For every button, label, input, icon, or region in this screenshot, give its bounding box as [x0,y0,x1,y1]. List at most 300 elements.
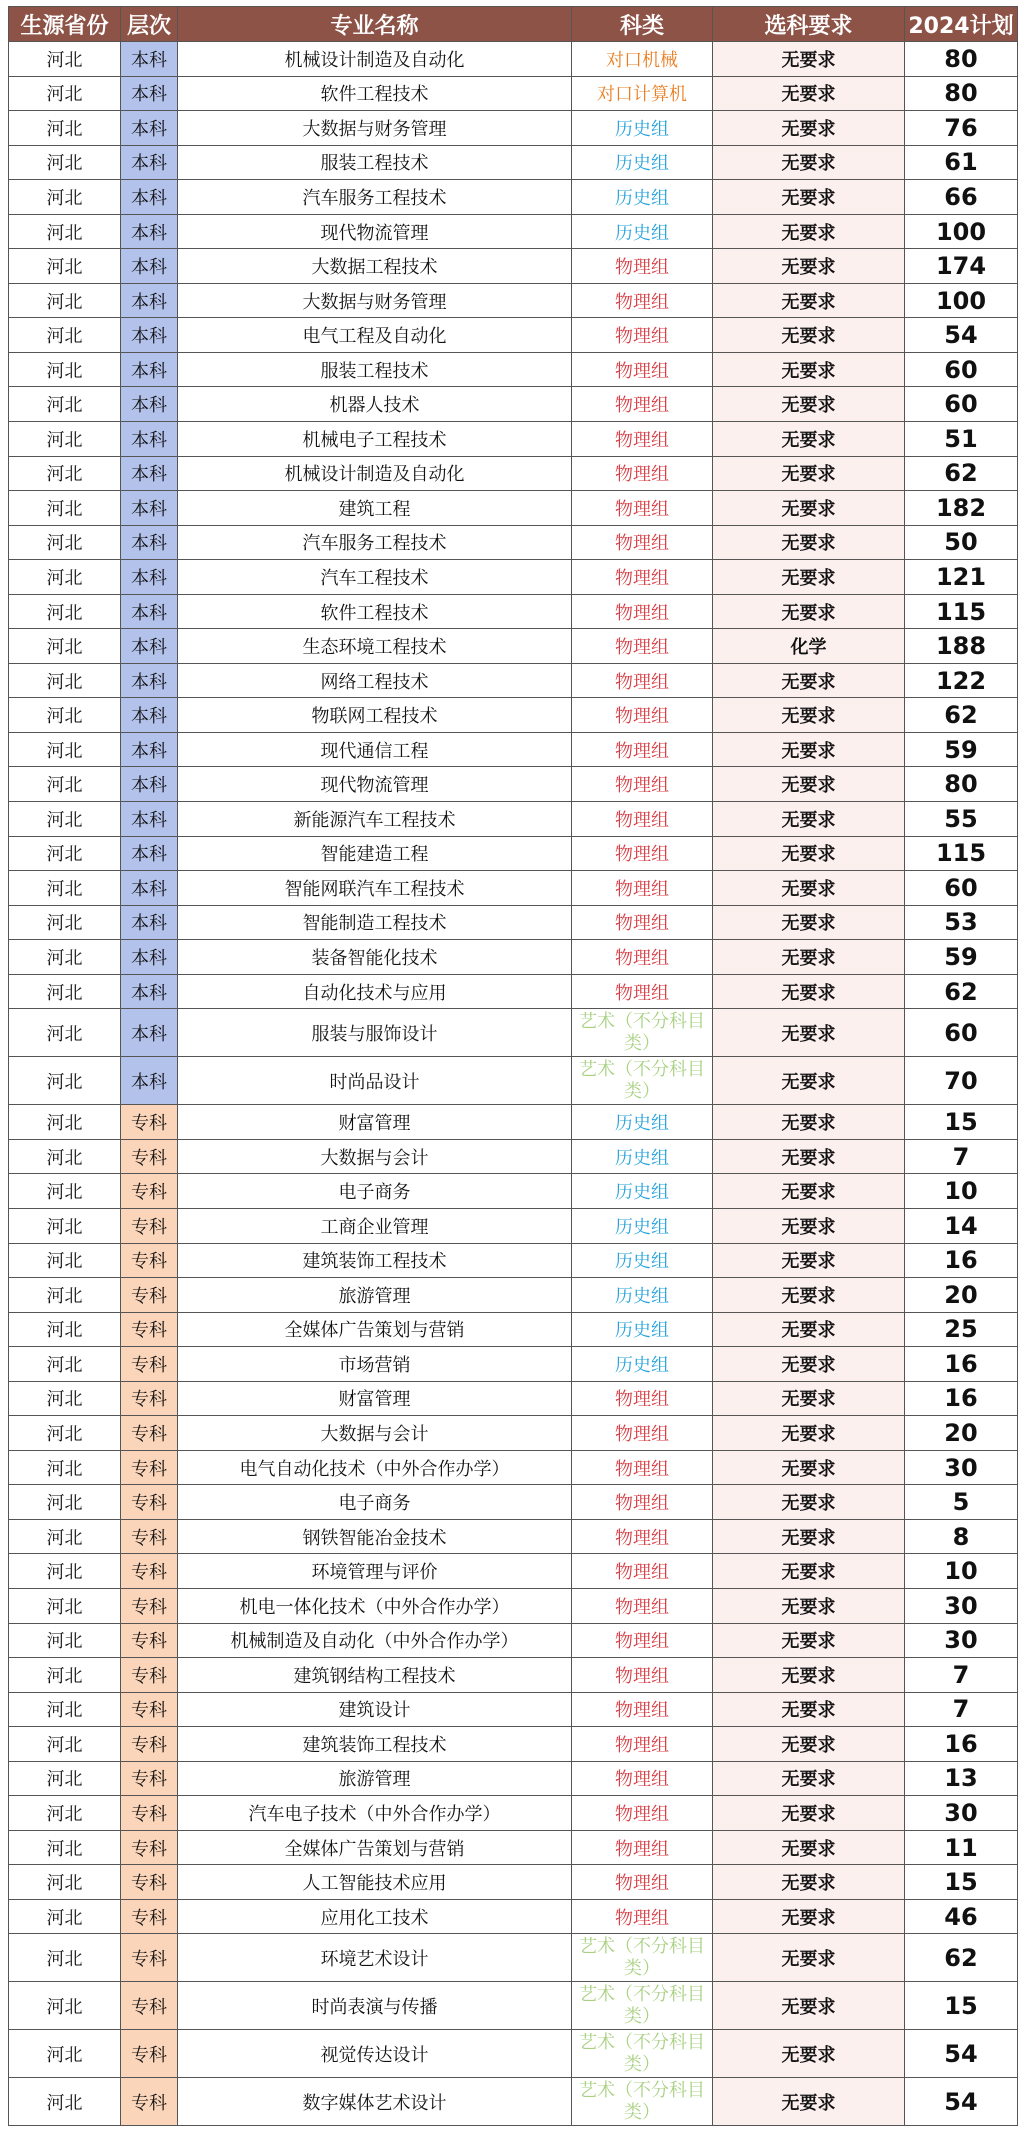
cell-province: 河北 [9,1588,121,1623]
cell-province: 河北 [9,802,121,837]
cell-major: 汽车服务工程技术 [178,180,572,215]
cell-major: 旅游管理 [178,1278,572,1313]
cell-category [572,836,713,871]
cell-category [572,1761,713,1796]
cell-major: 现代通信工程 [178,732,572,767]
cell-category [572,732,713,767]
cell-province: 河北 [9,1485,121,1520]
cell-plan: 15 [905,1105,1018,1140]
enrollment-plan-table [8,6,1018,2126]
cell-requirement: 无要求 [713,42,905,77]
cell-category [572,940,713,975]
category-label: 历史组 [615,118,669,140]
cell-requirement: 无要求 [713,940,905,975]
category-label: 物理组 [615,1527,669,1549]
category-label: 物理组 [615,775,669,797]
table-row [9,594,1018,629]
cell-requirement: 无要求 [713,732,905,767]
table-row [9,249,1018,284]
category-label: 物理组 [615,360,669,382]
category-label: 物理组 [615,602,669,624]
table-row [9,1519,1018,1554]
cell-category [572,525,713,560]
cell-major: 机械电子工程技术 [178,422,572,457]
cell-plan: 62 [905,974,1018,1009]
cell-major: 软件工程技术 [178,594,572,629]
cell-plan: 115 [905,594,1018,629]
cell-province: 河北 [9,249,121,284]
cell-plan: 30 [905,1450,1018,1485]
cell-province: 河北 [9,1761,121,1796]
table-row [9,42,1018,77]
cell-major: 全媒体广告策划与营销 [178,1312,572,1347]
header-major: 专业名称 [178,7,572,42]
cell-plan: 16 [905,1381,1018,1416]
cell-major: 财富管理 [178,1105,572,1140]
cell-plan: 20 [905,1416,1018,1451]
cell-level: 专科 [121,1658,178,1693]
cell-plan: 7 [905,1658,1018,1693]
cell-requirement: 无要求 [713,802,905,837]
cell-category [572,1554,713,1589]
table-row [9,871,1018,906]
cell-category [572,1865,713,1900]
cell-category [572,1416,713,1451]
cell-plan: 7 [905,1139,1018,1174]
cell-province: 河北 [9,732,121,767]
cell-plan: 5 [905,1485,1018,1520]
cell-plan: 70 [905,1057,1018,1105]
cell-level: 专科 [121,1105,178,1140]
cell-major: 财富管理 [178,1381,572,1416]
cell-province: 河北 [9,1554,121,1589]
cell-level: 本科 [121,974,178,1009]
cell-level: 专科 [121,1623,178,1658]
cell-plan: 8 [905,1519,1018,1554]
table-row [9,1243,1018,1278]
table-row [9,836,1018,871]
table-row [9,1761,1018,1796]
cell-level: 本科 [121,629,178,664]
cell-major: 应用化工技术 [178,1899,572,1934]
cell-category [572,2078,713,2126]
category-label: 历史组 [615,1147,669,1169]
cell-province: 河北 [9,1692,121,1727]
cell-level: 专科 [121,1381,178,1416]
table-row [9,1057,1018,1105]
header-category: 科类 [572,7,713,42]
cell-plan: 25 [905,1312,1018,1347]
cell-requirement: 无要求 [713,1899,905,1934]
cell-requirement: 无要求 [713,1416,905,1451]
cell-major: 汽车工程技术 [178,560,572,595]
cell-requirement: 无要求 [713,1057,905,1105]
cell-requirement: 无要求 [713,1139,905,1174]
cell-requirement: 无要求 [713,663,905,698]
cell-level: 本科 [121,905,178,940]
cell-province: 河北 [9,2078,121,2126]
cell-requirement: 无要求 [713,1009,905,1057]
cell-major: 现代物流管理 [178,214,572,249]
cell-major: 建筑装饰工程技术 [178,1243,572,1278]
category-label: 物理组 [615,1562,669,1584]
cell-level: 本科 [121,836,178,871]
cell-requirement: 无要求 [713,871,905,906]
category-label: 物理组 [615,1838,669,1860]
category-label: 物理组 [615,706,669,728]
cell-level: 本科 [121,422,178,457]
cell-level: 专科 [121,1416,178,1451]
cell-level: 专科 [121,1347,178,1382]
cell-major: 市场营销 [178,1347,572,1382]
cell-category [572,1727,713,1762]
table-row [9,767,1018,802]
cell-level: 专科 [121,1278,178,1313]
header-province: 生源省份 [9,7,121,42]
cell-category [572,352,713,387]
cell-level: 专科 [121,1796,178,1831]
cell-requirement: 无要求 [713,905,905,940]
cell-level: 专科 [121,1727,178,1762]
cell-province: 河北 [9,42,121,77]
cell-province: 河北 [9,1727,121,1762]
cell-plan: 80 [905,767,1018,802]
category-label: 历史组 [615,222,669,244]
cell-plan: 16 [905,1347,1018,1382]
category-label: 艺术（不分科目类） [579,1010,705,1054]
cell-level: 专科 [121,1450,178,1485]
cell-plan: 13 [905,1761,1018,1796]
cell-province: 河北 [9,1934,121,1982]
cell-province: 河北 [9,1174,121,1209]
cell-major: 电子商务 [178,1174,572,1209]
table-row [9,560,1018,595]
cell-plan: 16 [905,1243,1018,1278]
cell-major: 网络工程技术 [178,663,572,698]
cell-plan: 80 [905,76,1018,111]
cell-level: 本科 [121,387,178,422]
cell-category [572,1009,713,1057]
cell-requirement: 无要求 [713,2030,905,2078]
cell-level: 本科 [121,76,178,111]
cell-province: 河北 [9,111,121,146]
cell-plan: 182 [905,491,1018,526]
table-row [9,698,1018,733]
cell-province: 河北 [9,767,121,802]
cell-category [572,1347,713,1382]
cell-province: 河北 [9,1208,121,1243]
table-row [9,1982,1018,2030]
table-row [9,1416,1018,1451]
cell-major: 装备智能化技术 [178,940,572,975]
cell-level: 本科 [121,1057,178,1105]
cell-level: 本科 [121,249,178,284]
cell-plan: 59 [905,940,1018,975]
cell-major: 建筑钢结构工程技术 [178,1658,572,1693]
cell-category [572,1450,713,1485]
cell-requirement: 无要求 [713,318,905,353]
cell-requirement: 无要求 [713,1727,905,1762]
table-row [9,974,1018,1009]
category-label: 艺术（不分科目类） [579,1983,705,2027]
cell-major: 人工智能技术应用 [178,1865,572,1900]
category-label: 物理组 [615,1458,669,1480]
cell-province: 河北 [9,629,121,664]
table-row [9,1796,1018,1831]
cell-major: 大数据与会计 [178,1139,572,1174]
cell-category [572,698,713,733]
cell-requirement: 无要求 [713,214,905,249]
cell-level: 专科 [121,1554,178,1589]
cell-level: 专科 [121,1692,178,1727]
cell-level: 专科 [121,1865,178,1900]
cell-requirement: 无要求 [713,974,905,1009]
category-label: 物理组 [615,1389,669,1411]
cell-level: 专科 [121,1830,178,1865]
cell-province: 河北 [9,1278,121,1313]
cell-requirement: 无要求 [713,1347,905,1382]
cell-plan: 59 [905,732,1018,767]
category-label: 物理组 [615,637,669,659]
cell-level: 专科 [121,1899,178,1934]
category-label: 物理组 [615,982,669,1004]
table-row [9,387,1018,422]
category-label: 物理组 [615,257,669,279]
cell-requirement: 无要求 [713,283,905,318]
cell-major: 软件工程技术 [178,76,572,111]
cell-province: 河北 [9,525,121,560]
cell-category [572,1519,713,1554]
table-row [9,1347,1018,1382]
cell-level: 专科 [121,1312,178,1347]
cell-category [572,1243,713,1278]
cell-plan: 62 [905,698,1018,733]
cell-plan: 100 [905,214,1018,249]
cell-category [572,1658,713,1693]
category-label: 历史组 [615,1285,669,1307]
cell-plan: 100 [905,283,1018,318]
table-row [9,1865,1018,1900]
table-row [9,1554,1018,1589]
cell-category [572,1623,713,1658]
cell-plan: 30 [905,1796,1018,1831]
cell-level: 本科 [121,767,178,802]
cell-major: 机器人技术 [178,387,572,422]
cell-requirement: 无要求 [713,594,905,629]
table-row [9,214,1018,249]
cell-requirement: 无要求 [713,352,905,387]
category-label: 物理组 [615,1665,669,1687]
cell-plan: 60 [905,871,1018,906]
cell-level: 专科 [121,1139,178,1174]
category-label: 历史组 [615,1354,669,1376]
cell-requirement: 无要求 [713,76,905,111]
cell-plan: 16 [905,1727,1018,1762]
cell-category [572,145,713,180]
cell-level: 专科 [121,2078,178,2126]
table-row [9,491,1018,526]
cell-major: 电气自动化技术（中外合作办学） [178,1450,572,1485]
table-row [9,1692,1018,1727]
category-label: 物理组 [615,1804,669,1826]
cell-major: 建筑工程 [178,491,572,526]
cell-requirement: 无要求 [713,1519,905,1554]
cell-province: 河北 [9,1899,121,1934]
cell-province: 河北 [9,1312,121,1347]
table-row [9,629,1018,664]
cell-major: 机械设计制造及自动化 [178,456,572,491]
cell-requirement: 无要求 [713,1105,905,1140]
cell-category [572,42,713,77]
table-row [9,76,1018,111]
cell-major: 生态环境工程技术 [178,629,572,664]
cell-province: 河北 [9,871,121,906]
cell-level: 本科 [121,283,178,318]
table-row [9,145,1018,180]
table-row [9,1009,1018,1057]
cell-province: 河北 [9,2030,121,2078]
cell-province: 河北 [9,905,121,940]
category-label: 物理组 [615,913,669,935]
category-label: 物理组 [615,671,669,693]
cell-requirement: 无要求 [713,1692,905,1727]
cell-requirement: 无要求 [713,1658,905,1693]
category-label: 艺术（不分科目类） [579,2031,705,2075]
table-row [9,905,1018,940]
cell-major: 建筑装饰工程技术 [178,1727,572,1762]
cell-plan: 188 [905,629,1018,664]
cell-major: 建筑设计 [178,1692,572,1727]
cell-category [572,1588,713,1623]
cell-category [572,663,713,698]
cell-plan: 66 [905,180,1018,215]
cell-major: 智能建造工程 [178,836,572,871]
cell-major: 服装工程技术 [178,352,572,387]
cell-major: 物联网工程技术 [178,698,572,733]
cell-province: 河北 [9,1450,121,1485]
cell-plan: 11 [905,1830,1018,1865]
cell-level: 本科 [121,318,178,353]
cell-major: 自动化技术与应用 [178,974,572,1009]
category-label: 物理组 [615,740,669,762]
cell-requirement: 无要求 [713,1208,905,1243]
cell-province: 河北 [9,180,121,215]
cell-plan: 61 [905,145,1018,180]
cell-major: 数字媒体艺术设计 [178,2078,572,2126]
cell-major: 大数据与财务管理 [178,283,572,318]
table-row [9,940,1018,975]
cell-requirement: 无要求 [713,560,905,595]
table-row [9,111,1018,146]
category-label: 历史组 [615,1320,669,1342]
cell-category [572,1105,713,1140]
cell-province: 河北 [9,1982,121,2030]
cell-province: 河北 [9,940,121,975]
cell-requirement: 无要求 [713,2078,905,2126]
cell-province: 河北 [9,1243,121,1278]
category-label: 历史组 [615,1113,669,1135]
cell-province: 河北 [9,76,121,111]
cell-major: 视觉传达设计 [178,2030,572,2078]
cell-category [572,1057,713,1105]
cell-province: 河北 [9,1105,121,1140]
table-row [9,180,1018,215]
cell-category [572,1485,713,1520]
cell-level: 专科 [121,1761,178,1796]
cell-plan: 14 [905,1208,1018,1243]
cell-plan: 80 [905,42,1018,77]
cell-requirement: 无要求 [713,836,905,871]
cell-requirement: 无要求 [713,698,905,733]
cell-level: 本科 [121,111,178,146]
table-row [9,352,1018,387]
table-row [9,1139,1018,1174]
cell-level: 本科 [121,180,178,215]
cell-category [572,905,713,940]
cell-major: 电气工程及自动化 [178,318,572,353]
category-label: 物理组 [615,878,669,900]
cell-category [572,318,713,353]
table-row [9,1934,1018,1982]
cell-plan: 60 [905,352,1018,387]
cell-requirement: 无要求 [713,180,905,215]
cell-category [572,214,713,249]
category-label: 历史组 [615,187,669,209]
cell-major: 智能网联汽车工程技术 [178,871,572,906]
cell-requirement: 无要求 [713,1623,905,1658]
category-label: 艺术（不分科目类） [579,1058,705,1102]
cell-category [572,1692,713,1727]
cell-province: 河北 [9,145,121,180]
cell-level: 本科 [121,560,178,595]
cell-province: 河北 [9,663,121,698]
cell-plan: 76 [905,111,1018,146]
category-label: 物理组 [615,533,669,555]
cell-major: 汽车服务工程技术 [178,525,572,560]
cell-level: 专科 [121,1519,178,1554]
table-row [9,283,1018,318]
cell-requirement: 无要求 [713,249,905,284]
cell-plan: 115 [905,836,1018,871]
cell-major: 机电一体化技术（中外合作办学） [178,1588,572,1623]
cell-province: 河北 [9,1009,121,1057]
cell-level: 本科 [121,940,178,975]
category-label: 物理组 [615,1631,669,1653]
cell-plan: 54 [905,318,1018,353]
cell-province: 河北 [9,1796,121,1831]
cell-plan: 7 [905,1692,1018,1727]
table-row [9,525,1018,560]
cell-level: 专科 [121,1243,178,1278]
cell-major: 时尚品设计 [178,1057,572,1105]
category-label: 历史组 [615,1216,669,1238]
category-label: 物理组 [615,567,669,589]
cell-major: 大数据工程技术 [178,249,572,284]
cell-level: 专科 [121,1208,178,1243]
cell-category [572,1139,713,1174]
cell-level: 专科 [121,1485,178,1520]
table-row [9,422,1018,457]
cell-major: 全媒体广告策划与营销 [178,1830,572,1865]
header-row [9,7,1018,42]
cell-requirement: 无要求 [713,525,905,560]
cell-province: 河北 [9,1139,121,1174]
cell-province: 河北 [9,1865,121,1900]
table-row [9,1450,1018,1485]
cell-requirement: 无要求 [713,1485,905,1520]
category-label: 物理组 [615,326,669,348]
cell-level: 本科 [121,1009,178,1057]
